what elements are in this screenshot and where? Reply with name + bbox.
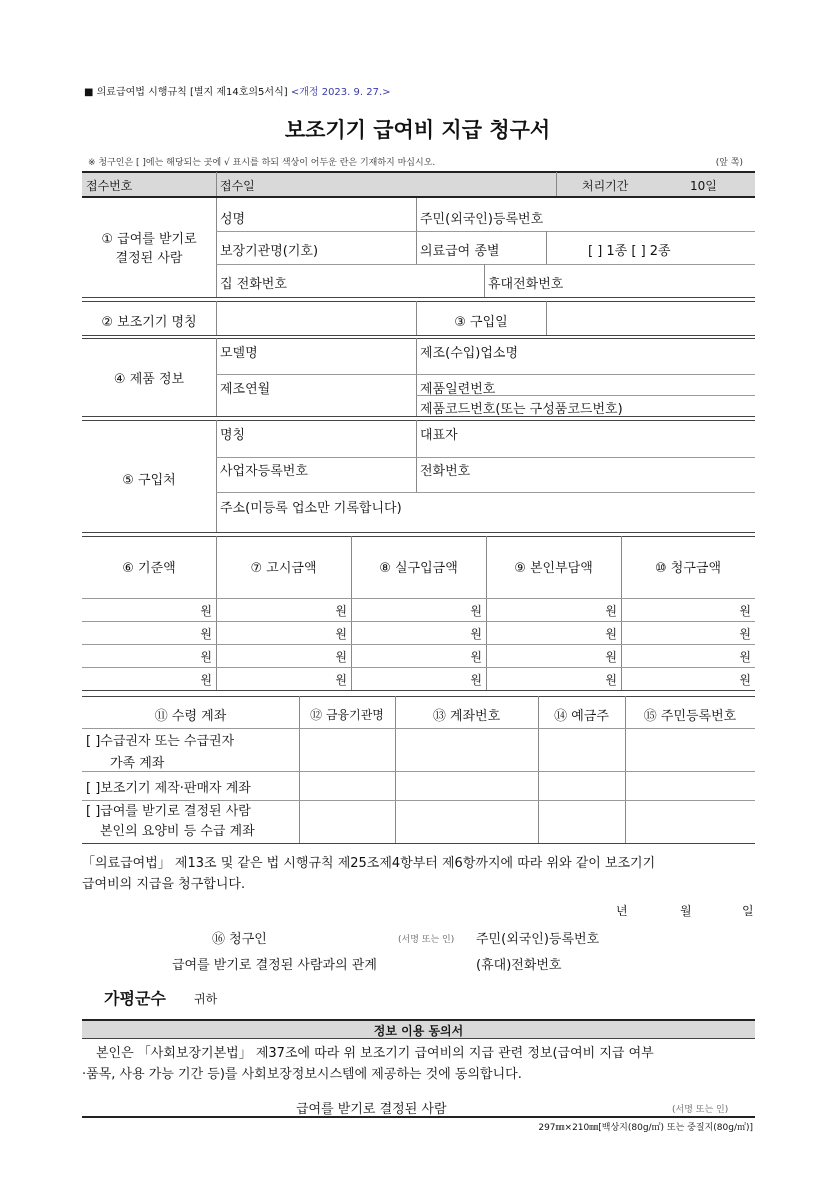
product-info-label: ④ 제품 정보 — [113, 372, 185, 387]
applicant-resident-number-field[interactable]: 주민(외국인)등록번호 — [420, 212, 544, 227]
product-code-field[interactable]: 제품코드번호(또는 구성품코드번호) — [420, 402, 623, 417]
claimant-resident-number[interactable]: 주민(외국인)등록번호 — [476, 932, 600, 947]
purchase-date-input[interactable] — [547, 302, 754, 334]
amount-cell[interactable]: 원 — [335, 604, 347, 618]
claimant-signature[interactable]: (서명 또는 인) — [398, 935, 455, 945]
receipt-number-label: 접수번호 — [86, 179, 133, 193]
account-number-header: ⑬ 계좌번호 — [432, 709, 501, 724]
vendor-account-option[interactable]: [ ]보조기기 제작·판매자 계좌 — [86, 781, 251, 796]
amount-cell[interactable]: 원 — [739, 627, 751, 641]
section1-label: ① 급여를 받기로 결정된 사람 — [101, 232, 197, 266]
page-side-label: (앞 쪽) — [715, 158, 743, 168]
amount-cell[interactable]: 원 — [335, 650, 347, 664]
amount-cell[interactable]: 원 — [605, 604, 617, 618]
relation-field[interactable]: 급여를 받기로 결정된 사람과의 관계 — [172, 958, 377, 973]
recipient-account-option[interactable]: [ ]수급권자 또는 수급권자 가족 계좌 — [86, 734, 235, 771]
law-reference: 의료급여법 시행규칙 [별지 제14호의5서식] — [96, 87, 288, 98]
device-name-label: ② 보조기기 명칭 — [101, 315, 197, 330]
amount-cell[interactable]: 원 — [335, 627, 347, 641]
vendor-address-field[interactable]: 주소(미등록 업소만 기록합니다) — [220, 501, 402, 516]
benefit-type-label: 의료급여 종별 — [420, 244, 500, 259]
date-month[interactable]: 월 — [680, 904, 692, 918]
amount-cell[interactable]: 원 — [200, 650, 212, 664]
date-day[interactable]: 일 — [742, 904, 754, 918]
amount-cell[interactable]: 원 — [470, 604, 482, 618]
amount-cell[interactable]: 원 — [200, 604, 212, 618]
page-title: 보조기기 급여비 지급 청구서 — [284, 118, 551, 142]
business-number-field[interactable]: 사업자등록번호 — [220, 464, 308, 479]
vendor-representative-field[interactable]: 대표자 — [420, 428, 458, 443]
date-year[interactable]: 년 — [616, 904, 628, 918]
paper-spec: 297㎜×210㎜[백상지(80g/㎡) 또는 중질지(80g/㎡)] — [538, 1123, 753, 1133]
form-reference — [84, 83, 391, 98]
consent-person-label: 급여를 받기로 결정된 사람 — [296, 1102, 447, 1117]
vendor-label: ⑤ 구입처 — [122, 473, 176, 488]
amount-cell[interactable]: 원 — [605, 673, 617, 687]
recipient-authority: 가평군수 — [104, 989, 166, 1008]
bullet-icon: ■ — [84, 87, 94, 98]
consent-signature[interactable]: (서명 또는 인) — [672, 1105, 729, 1115]
amount-cell[interactable]: 원 — [470, 650, 482, 664]
claim-amount-header: ⑩ 청구금액 — [654, 561, 722, 576]
receiving-account-header: ⑪ 수령 계좌 — [154, 709, 227, 724]
amount-cell[interactable]: 원 — [470, 673, 482, 687]
amount-cell[interactable]: 원 — [605, 627, 617, 641]
device-name-input[interactable] — [217, 302, 415, 334]
vendor-phone-field[interactable]: 전화번호 — [420, 464, 471, 479]
consent-title: 정보 이용 동의서 — [373, 1024, 464, 1038]
receipt-date-label: 접수일 — [220, 179, 255, 193]
amount-cell[interactable]: 원 — [739, 650, 751, 664]
claimant-phone[interactable]: (휴대)전화번호 — [476, 958, 562, 973]
applicant-name-field[interactable]: 성명 — [220, 212, 246, 227]
claimant-label: ⑯ 청구인 — [212, 932, 267, 947]
bank-name-header: ⑫ 금융기관명 — [310, 708, 384, 722]
manufacturer-field[interactable]: 제조(수입)업소명 — [420, 346, 519, 361]
amount-cell[interactable]: 원 — [200, 673, 212, 687]
amount-cell[interactable]: 원 — [470, 627, 482, 641]
actual-purchase-header: ⑧ 실구입금액 — [379, 561, 458, 576]
benefit-type-checkboxes[interactable]: [ ] 1종 [ ] 2종 — [588, 244, 671, 259]
processing-period-label: 처리기간 — [582, 179, 629, 193]
consent-text: 본인은 「사회보장기본법」 제37조에 따라 위 보조기기 급여비의 지급 관련 정보(급여비 지급 여부 ·품목, 사용 가능 기간 등)를 사회보장정보시스템에 제공하는 것에 동의합니다. — [82, 1046, 654, 1082]
declaration-text: 「의료급여법」 제13조 및 같은 법 시행규칙 제25조제4항부터 제6항까지에 따라 위와 같이 보조기기 급여비의 지급을 청구합니다. — [82, 856, 656, 892]
manufacture-date-field[interactable]: 제조연월 — [220, 382, 271, 397]
beneficiary-account-option[interactable]: [ ]급여를 받기로 결정된 사람 본인의 요양비 등 수급 계좌 — [86, 804, 255, 839]
model-name-field[interactable]: 모델명 — [220, 346, 258, 361]
purchase-date-label: ③ 구입일 — [454, 315, 508, 330]
resident-number-header: ⑮ 주민등록번호 — [643, 709, 737, 724]
institution-field[interactable]: 보장기관명(기호) — [220, 244, 319, 259]
copay-header: ⑨ 본인부담액 — [514, 561, 593, 576]
vendor-name-field[interactable]: 명칭 — [220, 428, 246, 443]
recipient-suffix: 귀하 — [194, 992, 218, 1006]
amount-cell[interactable]: 원 — [739, 673, 751, 687]
amount-cell[interactable]: 원 — [200, 627, 212, 641]
serial-number-field[interactable]: 제품일련번호 — [420, 382, 496, 397]
notice-amount-header: ⑦ 고시금액 — [250, 561, 317, 576]
amount-cell[interactable]: 원 — [605, 650, 617, 664]
account-holder-header: ⑭ 예금주 — [554, 709, 609, 724]
revision-date: <개정 2023. 9. 27.> — [290, 87, 391, 98]
amount-cell[interactable]: 원 — [335, 673, 347, 687]
processing-days: 10일 — [690, 179, 717, 193]
base-amount-header: ⑥ 기준액 — [122, 561, 176, 576]
mobile-phone-field[interactable]: 휴대전화번호 — [488, 277, 564, 292]
office-use-row — [82, 172, 755, 196]
amount-cell[interactable]: 원 — [739, 604, 751, 618]
instruction-note: ※ 청구인은 [ ]에는 해당되는 곳에 √ 표시를 하되 색상이 어두운 란은 기재하지 마십시오. — [88, 158, 436, 168]
home-phone-field[interactable]: 집 전화번호 — [220, 277, 287, 292]
